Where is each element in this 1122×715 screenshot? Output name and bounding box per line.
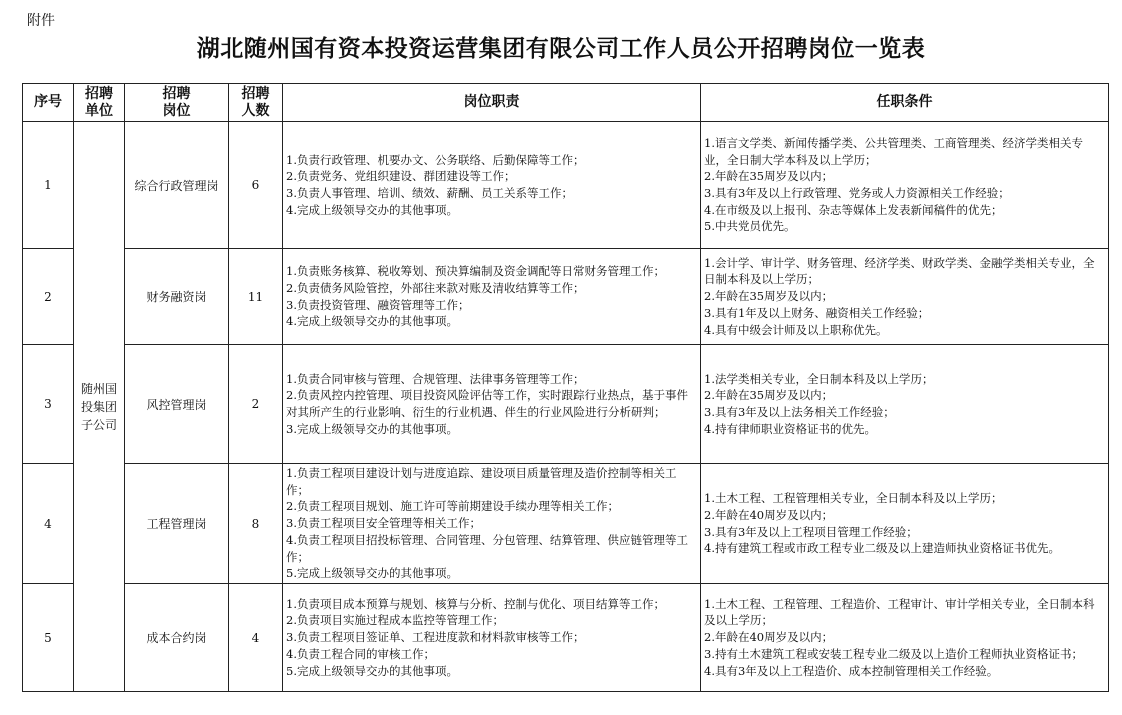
duty-line: 3.负责工程项目安全管理等相关工作； [286,516,481,531]
headcount: 11 [229,249,283,345]
requirement-line: 2.年龄在35周岁及以内； [704,289,834,304]
col-header-post-line1: 招聘 [162,85,191,102]
post-name: 风控管理岗 [125,345,229,464]
duty-line: 3.负责投资管理、融资管理等工作； [286,297,470,312]
post-name: 成本合约岗 [125,584,229,692]
duty-line: 4.完成上级领导交办的其他事项。 [286,314,458,329]
requirement-line: 4.具有3年及以上工程造价、成本控制管理相关工作经验。 [704,663,999,678]
table-row [23,584,1109,692]
duty-line: 1.负责项目成本预算与规划、核算与分析、控制与优化、项目结算等工作； [286,596,665,611]
row-index: 1 [23,122,74,249]
requirement-line: 1.语言文学类、新闻传播学类、公共管理类、工商管理类、经济学类相关专业，全日制大学本科及以上学历； [704,135,1083,167]
unit-line: 投集团 [80,399,117,414]
duty-line: 1.负责工程项目建设计划与进度追踪、建设项目质量管理及造价控制等相关工作； [286,466,677,497]
duty-line: 2.负责党务、党组织建设、群团建设等工作； [286,169,516,184]
requirement-line: 5.中共党员优先。 [704,219,796,234]
row-index: 5 [23,584,74,692]
col-header-unit [74,84,125,122]
col-header-index: 序号 [23,84,74,122]
requirements-cell [701,464,1109,584]
requirements-cell [701,249,1109,345]
row-index: 2 [23,249,74,345]
post-name: 财务融资岗 [125,249,229,345]
requirement-line: 1.法学类相关专业，全日制本科及以上学历； [704,371,934,386]
duty-line: 3.负责人事管理、培训、绩效、薪酬、员工关系等工作； [286,186,573,200]
requirement-line: 3.持有土木建筑工程或安装工程专业二级及以上造价工程师执业资格证书； [704,646,1083,661]
duty-line: 2.负责债务风险管控，外部往来款对账及清收结算等工作； [286,280,585,295]
col-header-count-line2: 人数 [241,102,270,119]
duty-line: 3.负责工程项目签证单、工程进度款和材料款审核等工作； [286,630,585,645]
duty-line: 3.完成上级领导交办的其他事项。 [286,421,458,436]
col-header-unit-line1: 招聘 [85,85,113,102]
duty-line: 1.负责合同审核与管理、合规管理、法律事务管理等工作； [286,371,585,386]
requirements-cell [701,584,1109,692]
unit-line: 子公司 [80,417,117,432]
table-header-row [23,84,1109,122]
requirement-line: 1.土木工程、工程管理、工程造价、工程审计、审计学相关专业，全日制本科及以上学历； [704,596,1095,628]
duties-cell [283,345,701,464]
duty-line: 1.负责账务核算、税收筹划、预决算编制及资金调配等日常财务管理工作； [286,264,665,279]
duty-line: 4.负责工程合同的审核工作； [286,646,435,661]
requirement-line: 4.具有中级会计师及以上职称优先。 [704,322,888,337]
duties-cell [283,122,701,249]
col-header-post-line2: 岗位 [162,102,191,119]
requirement-line: 3.具有3年及以上工程项目管理工作经验； [704,524,918,539]
requirements-cell [701,345,1109,464]
table-row [23,249,1109,345]
duty-line: 2.负责风控内控管理、项目投资风险评估等工作，实时跟踪行业热点，基于事件对其所产生的行业影响、衍生的行业机遇、伴生的行业风险进行分析研判； [286,388,688,419]
duty-line: 1.负责行政管理、机要办文、公务联络、后勤保障等工作； [286,152,585,167]
headcount: 8 [229,464,283,584]
requirement-line: 1.会计学、审计学、财务管理、经济学类、财政学类、金融学类相关专业，全日制本科及以上学历； [704,255,1095,287]
headcount: 6 [229,122,283,249]
requirement-line: 2.年龄在40周岁及以内； [704,630,834,645]
post-name: 工程管理岗 [125,464,229,584]
duty-line: 2.负责项目实施过程成本监控等管理工作； [286,613,504,628]
col-header-count-line1: 招聘 [241,85,270,102]
requirement-line: 3.具有3年及以上行政管理、党务或人力资源相关工作经验； [704,186,1010,200]
attachment-label: 附件 [27,13,55,29]
table-row [23,464,1109,584]
col-header-requirements: 任职条件 [701,84,1109,122]
requirement-line: 2.年龄在35周岁及以内； [704,169,834,184]
requirements-cell [701,122,1109,249]
duty-line: 5.完成上级领导交办的其他事项。 [286,663,458,678]
duties-cell [283,464,701,584]
col-header-post [125,84,229,122]
table-row [23,122,1109,249]
recruiting-unit-cell [74,122,125,692]
requirement-line: 4.在市级及以上报刊、杂志等媒体上发表新闻稿件的优先； [704,202,1003,217]
post-name: 综合行政管理岗 [125,122,229,249]
row-index: 4 [23,464,74,584]
duties-cell [283,249,701,345]
requirement-line: 1.土木工程、工程管理相关专业，全日制本科及以上学历； [704,491,1003,506]
row-index: 3 [23,345,74,464]
requirement-line: 2.年龄在35周岁及以内； [704,388,834,403]
col-header-duties: 岗位职责 [283,84,701,122]
duty-line: 4.负责工程项目招投标管理、合同管理、分包管理、结算管理、供应链管理等工作； [286,532,688,564]
requirement-line: 2.年龄在40周岁及以内； [704,507,834,522]
requirement-line: 3.具有3年及以上法务相关工作经验； [704,405,895,419]
unit-line: 随州国 [80,381,117,396]
requirement-line: 3.具有1年及以上财务、融资相关工作经验； [704,305,930,320]
requirement-line: 4.持有律师职业资格证书的优先。 [704,421,876,436]
col-header-count [229,84,283,122]
headcount: 4 [229,584,283,692]
duty-line: 2.负责工程项目规划、施工许可等前期建设手续办理等相关工作； [286,499,619,514]
duties-cell [283,584,701,692]
col-header-unit-line2: 单位 [85,102,113,119]
duty-line: 4.完成上级领导交办的其他事项。 [286,202,458,217]
requirement-line: 4.持有建筑工程或市政工程专业二级及以上建造师执业资格证书优先。 [704,541,1060,556]
recruitment-table [22,83,1109,692]
duty-line: 5.完成上级领导交办的其他事项。 [286,566,458,581]
table-row [23,345,1109,464]
headcount: 2 [229,345,283,464]
page-title: 湖北随州国有资本投资运营集团有限公司工作人员公开招聘岗位一览表 [196,35,926,62]
